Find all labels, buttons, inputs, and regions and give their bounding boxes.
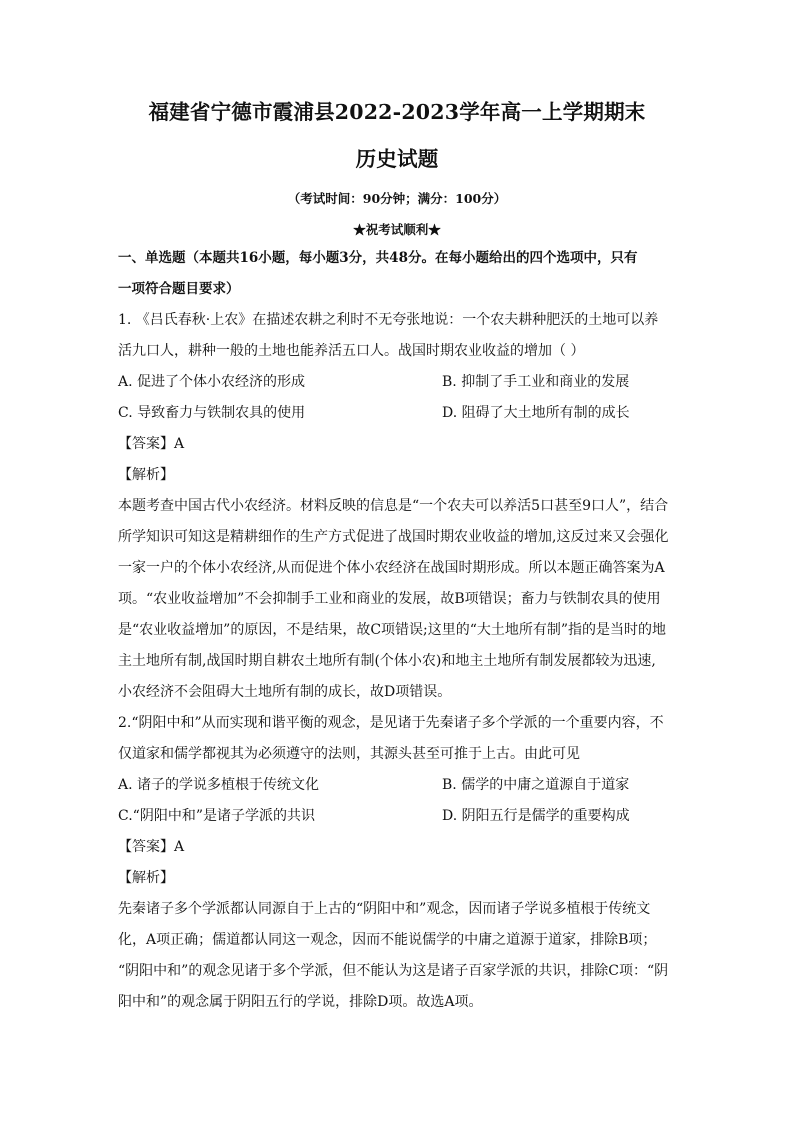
- options-row: [118, 770, 676, 801]
- analysis-line: 是“农业收益增加”的原因，不是结果，故C项错误;这里的“大土地所有制”指的是当时的地: [118, 622, 667, 638]
- options-row: [118, 398, 676, 429]
- analysis-line: 先秦诸子多个学派都认同源自于上古的“阴阳中和”观念，因而诸子学说多植根于传统文: [118, 901, 651, 917]
- analysis-line: 项。“农业收益增加”不会抑制手工业和商业的发展，故B项错误；畜力与铁制农具的使用: [118, 591, 661, 607]
- option-c: C.“阴阳中和”是诸子学派的共识: [118, 808, 315, 824]
- analysis-line: 阳中和”的观念属于阴阳五行的学说，排除D项。故选A项。: [118, 994, 483, 1010]
- exam-info: （考试时间：90分钟；满分：100分）: [287, 191, 507, 206]
- question-stem-line: 活九口人，耕种一般的土地也能养活五口人。战国时期农业收益的增加（ ）: [118, 343, 585, 359]
- analysis-line: “阴阳中和”的观念见诸于多个学派，但不能认为这是诸子百家学派的共识，排除C项：“阴: [118, 963, 669, 979]
- exam-title: 福建省宁德市霞浦县2022-2023学年高一上学期期末: [148, 100, 646, 124]
- option-b: B. 儒学的中庸之道源自于道家: [442, 777, 630, 793]
- answer-label: 【答案】A: [118, 839, 185, 855]
- question-1: [118, 305, 676, 708]
- analysis-label: 【解析】: [118, 467, 174, 483]
- analysis-line: 所学知识可知这是精耕细作的生产方式促进了战国时期农业收益的增加,这反过来又会强化: [118, 529, 669, 545]
- question-stem-line: 仅道家和儒学都视其为必须遵守的法则，其源头甚至可推于上古。由此可见: [118, 746, 580, 762]
- analysis-line: 小农经济不会阻碍大土地所有制的成长，故D项错误。: [118, 684, 452, 700]
- exam-wish: ★祝考试顺利★: [353, 222, 441, 237]
- option-c: C. 导致畜力与铁制农具的使用: [118, 405, 306, 421]
- options-row: [118, 801, 676, 832]
- analysis-line: 本题考查中国古代小农经济。材料反映的信息是“一个农夫可以养活5口甚至9口人”，结合: [118, 498, 669, 514]
- question-2: [118, 708, 676, 1018]
- section-heading: [118, 243, 676, 305]
- analysis-line: 化，A项正确；儒道都认同这一观念，因而不能说儒学的中庸之道源于道家，排除B项；: [118, 932, 657, 948]
- question-stem-line: 2.“阴阳中和”从而实现和谐平衡的观念，是见诸于先秦诸子多个学派的一个重要内容，不: [118, 715, 664, 731]
- analysis-line: 一家一户的个体小农经济,从而促进个体小农经济在战国时期形成。所以本题正确答案为A: [118, 560, 665, 576]
- section-heading-line: 一、单选题（本题共16小题，每小题3分，共48分。在每小题给出的四个选项中，只有: [118, 250, 638, 266]
- question-stem-line: 1. 《吕氏春秋·上农》在描述农耕之利时不无夸张地说：一个农夫耕种肥沃的土地可以养: [118, 312, 659, 328]
- option-a: A. 诸子的学说多植根于传统文化: [118, 777, 320, 793]
- option-b: B. 抑制了手工业和商业的发展: [442, 374, 630, 390]
- analysis-label: 【解析】: [118, 870, 174, 886]
- option-d: D. 阻碍了大土地所有制的成长: [442, 405, 630, 421]
- option-d: D. 阴阳五行是儒学的重要构成: [442, 808, 630, 824]
- analysis-line: 主土地所有制,战国时期自耕农土地所有制(个体小农)和地主土地所有制发展都较为迅速,: [118, 653, 656, 669]
- exam-subject-title: 历史试题: [355, 147, 439, 171]
- section-heading-line: 一项符合题目要求）: [118, 281, 240, 297]
- option-a: A. 促进了个体小农经济的形成: [118, 374, 306, 390]
- answer-label: 【答案】A: [118, 436, 185, 452]
- options-row: [118, 367, 676, 398]
